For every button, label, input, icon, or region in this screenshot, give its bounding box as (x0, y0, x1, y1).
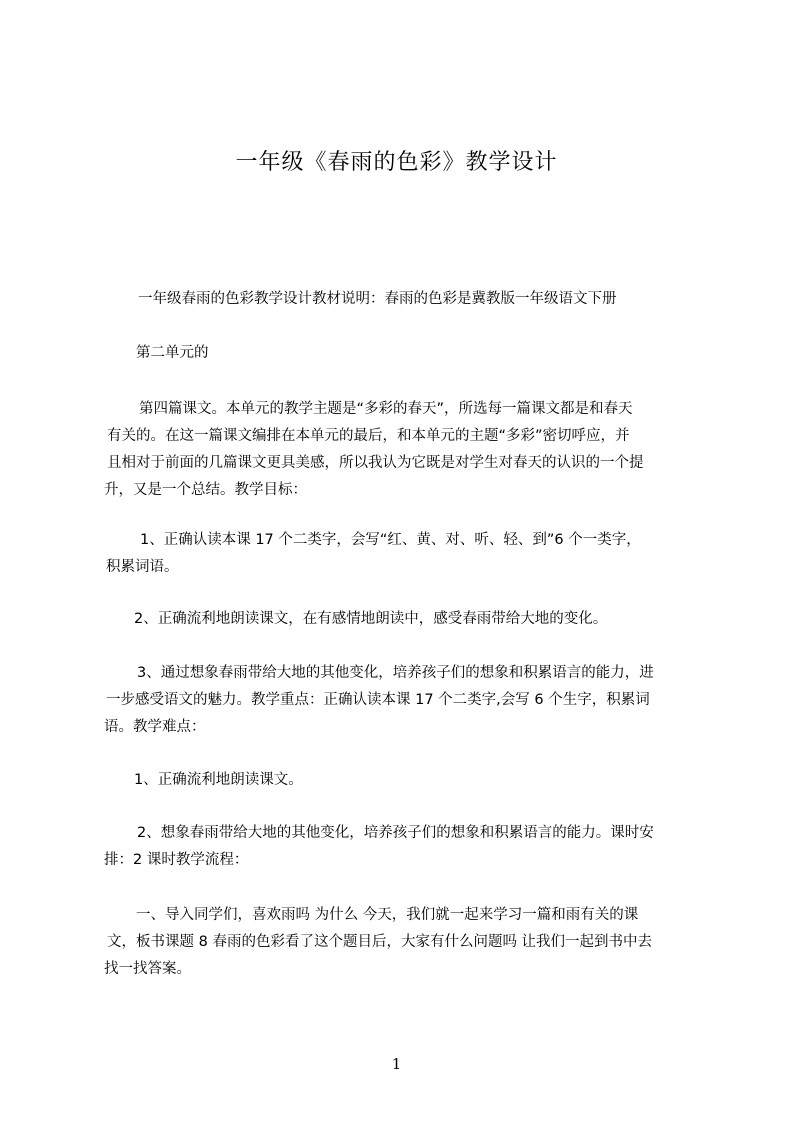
text-line: 第二单元的 (136, 345, 209, 361)
paragraph-goal-3 (104, 660, 704, 741)
paragraph-unit (104, 340, 704, 367)
text-line: 第四篇课文。本单元的教学主题是“多彩的春天”，所选每一篇课文都是和春天 (139, 401, 633, 417)
text-line: 升，又是一个总结。教学目标： (104, 482, 307, 498)
text-line: 2、正确流利地朗读课文，在有感情地朗读中，感受春雨带给大地的变化。 (134, 611, 608, 627)
text-line: 2、想象春雨带给大地的其他变化，培养孩子们的想象和积累语言的能力。课时安 (137, 825, 654, 841)
paragraph-difficulty-1 (104, 767, 704, 794)
paragraph-goal-1 (104, 527, 704, 581)
text-line: 找一找答案。 (104, 961, 191, 977)
text-line: 文，板书课题 8 春雨的色彩看了这个题目后，大家有什么问题吗 让我们一起到书中去 (107, 934, 653, 950)
text-line: 有关的。在这一篇课文编排在本单元的最后，和本单元的主题“多彩”密切呼应，并 (107, 428, 630, 444)
text-line: 且相对于前面的几篇课文更具美感，所以我认为它既是对学生对春天的认识的一个提 (107, 455, 644, 471)
paragraph-intro (104, 286, 704, 313)
paragraph-theme (104, 396, 704, 504)
text-line: 积累词语。 (106, 559, 179, 575)
text-line: 3、通过想象春雨带给大地的其他变化，培养孩子们的想象和积累语言的能力，进 (137, 665, 654, 681)
paragraph-difficulty-2 (104, 820, 704, 874)
text-line: 一、导入同学们，喜欢雨吗 为什么 今天，我们就一起来学习一篇和雨有关的课 (136, 907, 639, 923)
text-line: 一步感受语文的魅力。教学重点：正确认读本课 17 个二类字,会写 6 个生字，积累词 (106, 692, 650, 708)
page-number: 1 (391, 1055, 402, 1073)
paragraph-goal-2 (104, 606, 704, 633)
text-line: 一年级春雨的色彩教学设计教材说明：春雨的色彩是冀教版一年级语文下册 (138, 291, 617, 307)
text-line: 1、正确认读本课 17 个二类字，会写“红、黄、对、听、轻、到”6 个一类字， (140, 532, 641, 548)
document-title: 一年级《春雨的色彩》教学设计 (235, 150, 558, 175)
text-line: 排：2 课时教学流程： (104, 852, 249, 868)
text-line: 语。教学难点： (104, 719, 206, 735)
paragraph-process (104, 902, 704, 983)
text-line: 1、正确流利地朗读课文。 (134, 772, 303, 788)
